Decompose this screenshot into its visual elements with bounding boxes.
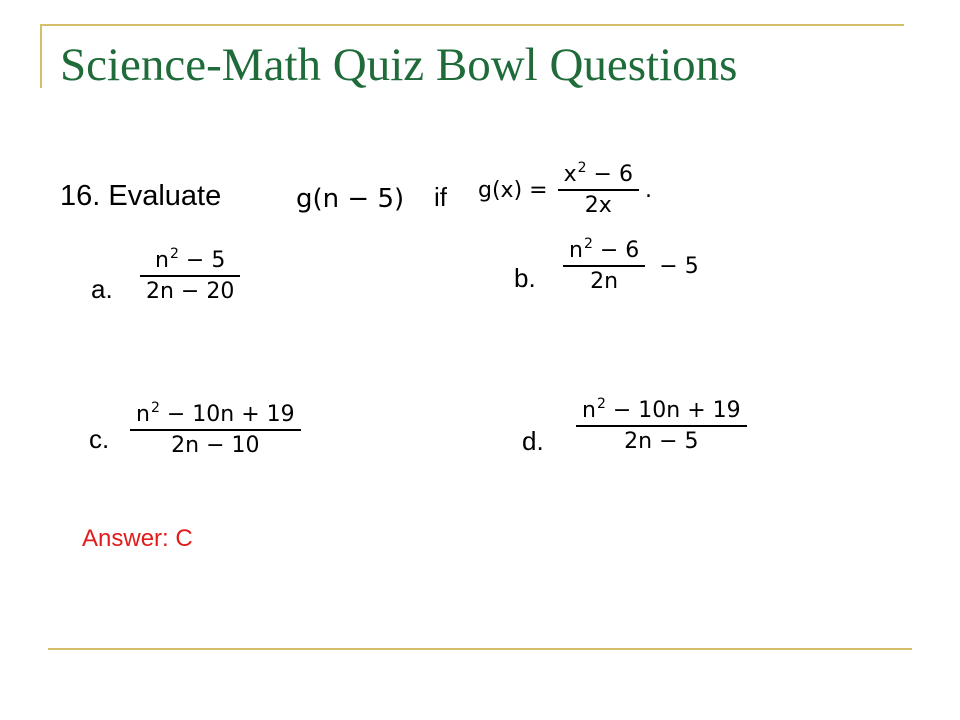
- option-d-label: d.: [522, 426, 544, 456]
- option-c-numerator: $n^2 - 10n + 19$: [136, 400, 295, 427]
- answer-text: Answer: C: [82, 525, 193, 552]
- option-b-tail: − 5: [659, 253, 699, 279]
- option-b-numerator: $n^2 - 6$: [569, 236, 640, 263]
- option-c-expression: [130, 402, 301, 458]
- option-b-denominator: 2n: [590, 269, 619, 294]
- option-b-expression: [563, 238, 699, 294]
- option-d-numerator: $n^2 - 10n + 19$: [582, 396, 741, 423]
- option-c-label: c.: [89, 424, 110, 454]
- question-prompt: 16. Evaluate: [60, 180, 222, 212]
- option-a-expression: [140, 248, 240, 304]
- definition-numerator: $x^2 - 6$: [563, 160, 633, 187]
- definition-denominator: 2x: [584, 193, 612, 218]
- definition-fraction: [558, 162, 639, 218]
- option-a-denominator: 2n − 20: [146, 279, 235, 304]
- definition-trail: .: [644, 177, 652, 203]
- frame-bottom-line: [48, 648, 912, 650]
- option-b-label: b.: [514, 263, 536, 293]
- slide-title: Science-Math Quiz Bowl Questions: [60, 39, 738, 91]
- option-a-label: a.: [91, 274, 113, 304]
- frame-top-line: [40, 24, 904, 26]
- option-a-fraction: [140, 248, 240, 304]
- option-c-denominator: 2n − 10: [171, 433, 260, 458]
- option-c-fraction: [130, 402, 301, 458]
- question-connector: if: [434, 182, 447, 212]
- option-b-fraction: [563, 238, 645, 294]
- option-a-numerator: $n^2 - 5$: [155, 246, 226, 273]
- option-d-expression: [576, 398, 747, 454]
- definition-lhs: g(x) =: [478, 177, 548, 203]
- frame-left-line: [40, 24, 42, 88]
- option-d-denominator: 2n − 5: [624, 429, 699, 454]
- question-expression: g(n − 5): [296, 184, 405, 214]
- function-definition: [478, 162, 652, 218]
- option-d-fraction: [576, 398, 747, 454]
